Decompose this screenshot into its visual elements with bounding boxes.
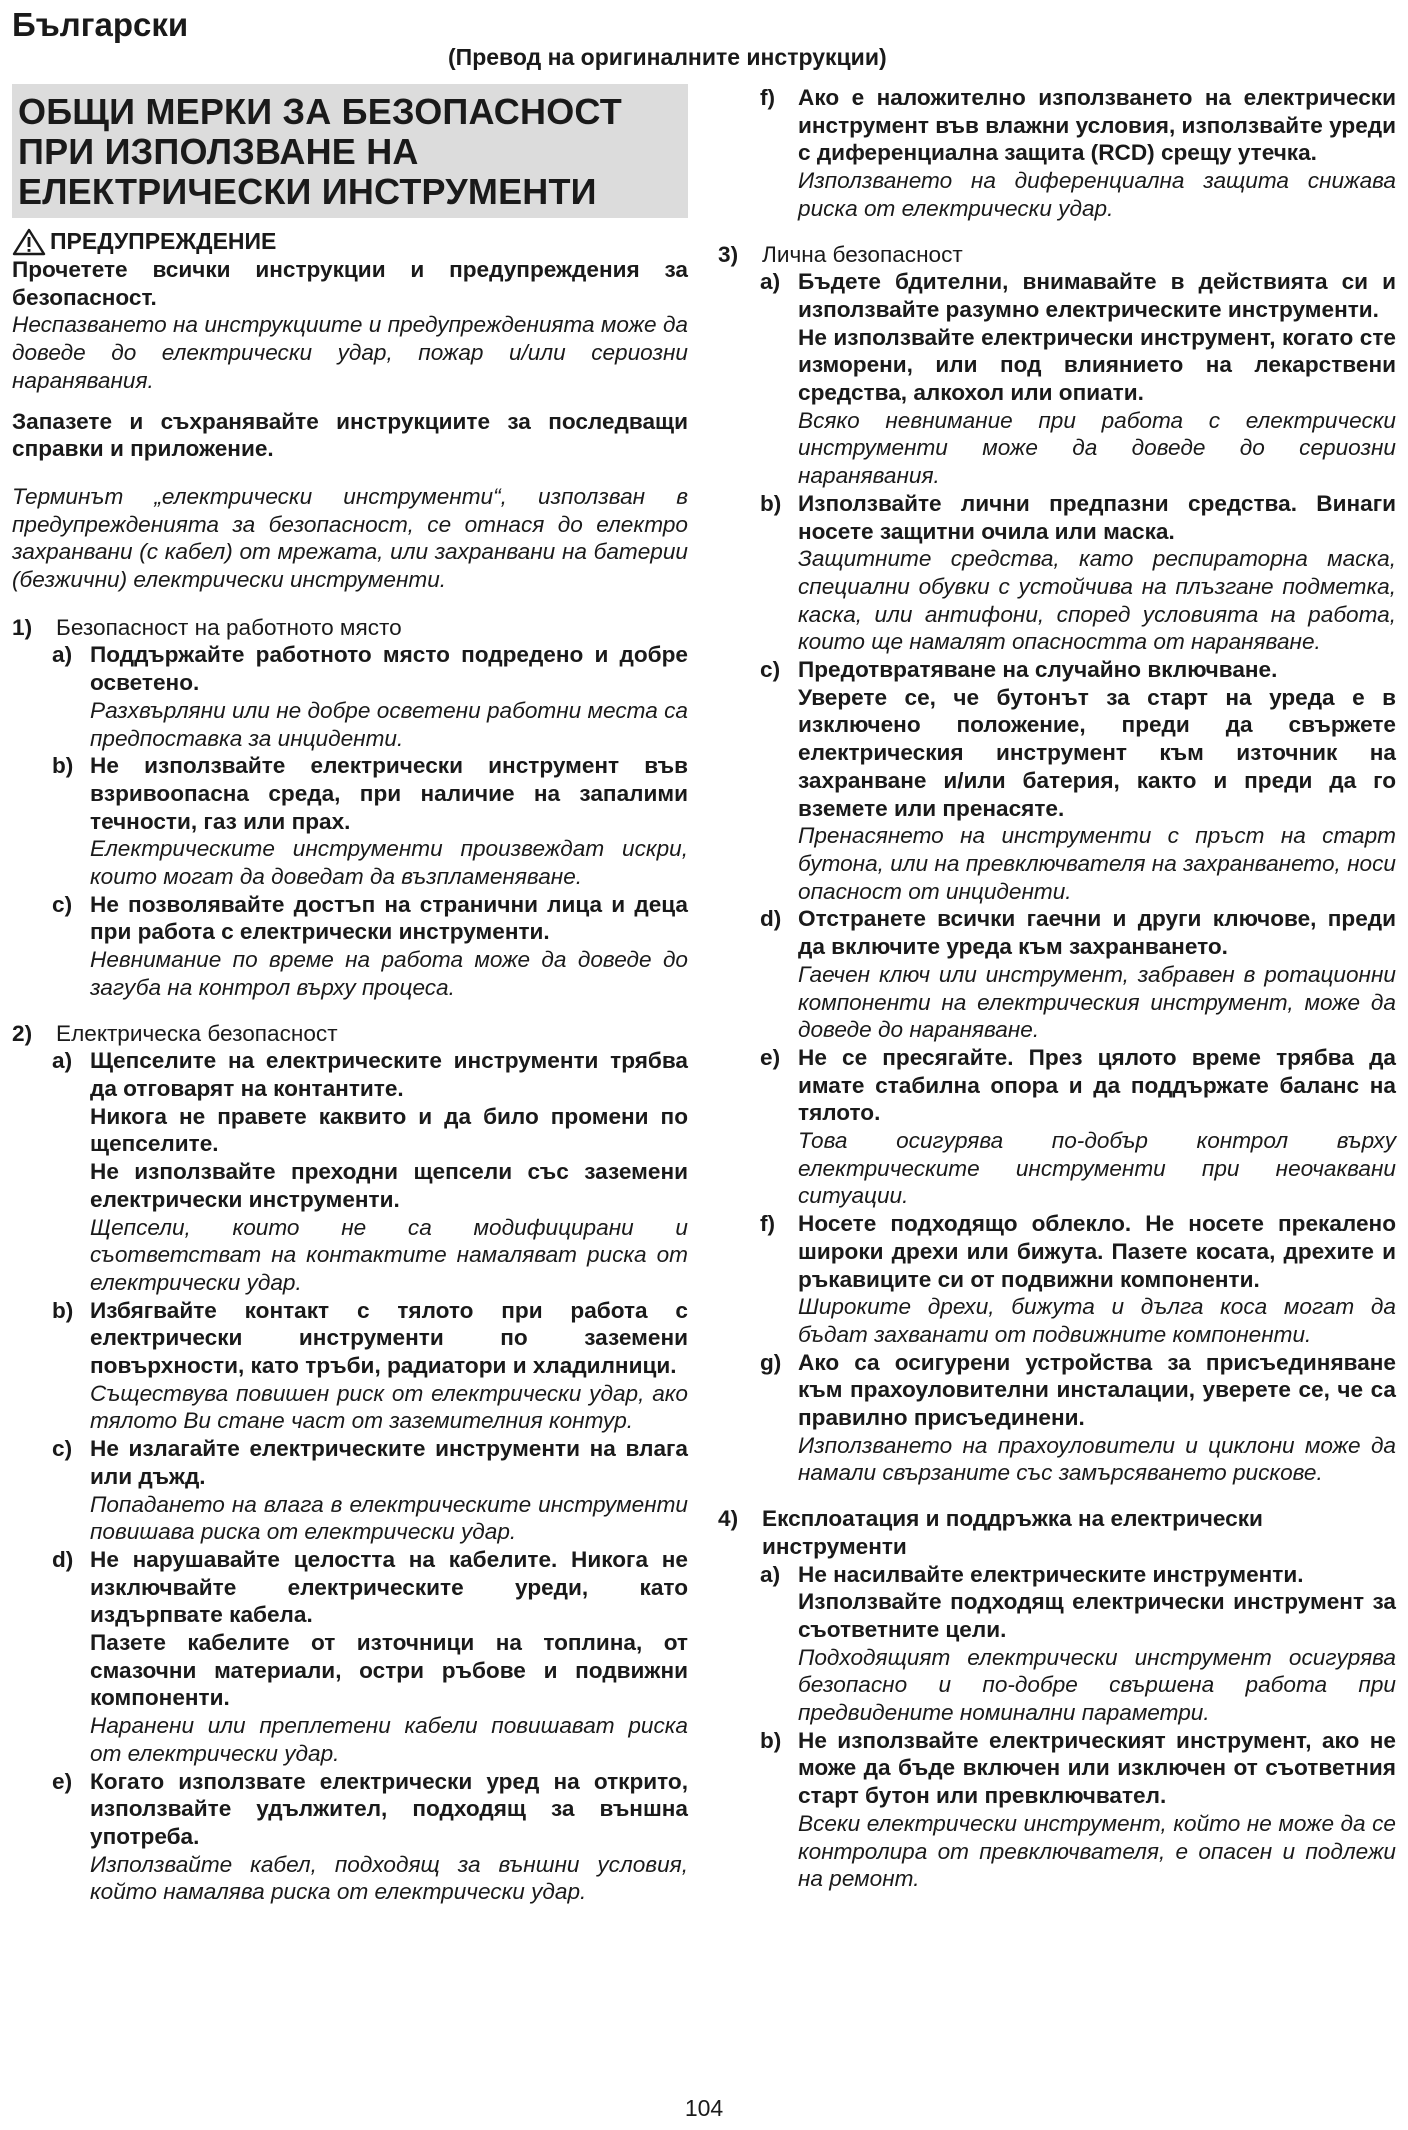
list-item: [718, 84, 1396, 223]
banner-line-1: ОБЩИ МЕРКИ ЗА БЕЗОПАСНОСТ: [18, 91, 622, 132]
list-item: [718, 1727, 1396, 1893]
section-heading: [718, 241, 1396, 269]
banner-line-2: ПРИ ИЗПОЛЗВАНЕ НА: [18, 131, 419, 172]
list-item: [718, 905, 1396, 1044]
item-italic: Защитните средства, като респираторна маска, специални обувки с устойчива на плъзгане подметка, каска, или антифони, според условията на работа, които ще намалят опасността от нараняване.: [798, 546, 1396, 655]
item-bold: Използвайте подходящ електрически инструмент за съответните цели.: [798, 1589, 1396, 1642]
item-bold: Носете подходящо облекло. Не носете прекалено широки дрехи или бижута. Пазете косата, дрехите и ръкавиците си от подвижни компоненти.: [798, 1211, 1396, 1292]
item-italic: Попадането на влага в електрическите инструменти повишава риска от електрически удар.: [90, 1491, 688, 1545]
item-letter: c): [52, 1436, 73, 1462]
list-item: [718, 656, 1396, 905]
list-item: [718, 490, 1396, 656]
item-letter: a): [760, 269, 781, 295]
item-letter: a): [52, 1048, 73, 1074]
list-item: [718, 1561, 1396, 1727]
list-item: [12, 891, 688, 1002]
item-italic: Подходящият електрически инструмент осигурява безопасно и по-добре свършена работа при предвидените номинални параметри.: [798, 1644, 1396, 1726]
item-letter: g): [760, 1349, 782, 1375]
item-italic: Съществува повишен риск от електрически удар, ако тялото Ви стане част от заземителния контур.: [90, 1380, 688, 1434]
item-bold: Когато използвате електрически уред на открито, използвайте удължител, подходящ за външна употреба.: [90, 1768, 688, 1849]
page-number: 104: [684, 2095, 724, 2121]
item-bold: Поддържайте работното място подредено и добре осветено.: [90, 642, 688, 696]
item-italic: Гаечен ключ или инструмент, забравен в ротационни компоненти на електрическия инструмент, може да доведе до нараняване.: [798, 961, 1396, 1043]
item-bold: Бъдете бдителни, внимавайте в действията си и използвайте разумно електрическите инструменти.: [798, 269, 1396, 322]
language-heading: Български: [12, 6, 189, 43]
item-bold: Никога не правете каквито и да било промени по щепселите.: [90, 1103, 688, 1157]
list-item: [12, 752, 688, 891]
warning-bold: Прочетете всички инструкции и предупреждения за безопасност.: [12, 257, 688, 310]
list-item: [718, 1044, 1396, 1210]
section-banner: [12, 84, 688, 218]
item-letter: a): [52, 642, 73, 668]
warning-triangle-icon: [12, 228, 46, 256]
item-bold: Не нарушавайте целостта на кабелите. Никога не изключвайте електрическите уреди, като издърпвате кабела.: [90, 1546, 688, 1628]
translation-note: (Превод на оригиналните инструкции): [448, 44, 887, 70]
item-bold: Пазете кабелите от източници на топлина, от смазочни материали, остри ръбове и подвижни компоненти.: [90, 1630, 688, 1711]
list-item: [12, 1768, 688, 1907]
list-item: [12, 641, 688, 752]
section-title: Безопасност на работното място: [56, 614, 402, 640]
section-title: Лична безопасност: [762, 241, 963, 267]
left-column: [12, 84, 688, 1906]
item-letter: e): [52, 1768, 73, 1794]
item-bold: Уверете се, че бутонът за старт на уреда е в изключено положение, преди да свържете електрическия инструмент към източник на захранване и/или батерия, както и преди да го вземете или пренасяте.: [798, 684, 1396, 821]
section-heading: [12, 614, 688, 642]
list-item: [12, 1297, 688, 1436]
item-letter: c): [52, 891, 73, 917]
list-item: [718, 1349, 1396, 1488]
banner-line-3: ЕЛЕКТРИЧЕСКИ ИНСТРУМЕНТИ: [18, 171, 597, 212]
item-italic: Широките дрехи, бижута и дълга коса могат да бъдат захванати от подвижните компоненти.: [798, 1294, 1396, 1347]
item-italic: Използването на прахоуловители и циклони може да намали свързаните със замърсяването рискове.: [798, 1432, 1396, 1486]
item-letter: f): [760, 1211, 776, 1237]
item-bold: Не използвайте електрическият инструмент, ако не може да бъде включен или изключен от съответния старт бутон или превключвател.: [798, 1727, 1396, 1809]
section-title: Експлоатация и поддръжка на електрически инструменти: [762, 1506, 1263, 1559]
item-bold: Не използвайте електрически инструмент, когато сте изморени, или под влиянието на лекарствени средства, алкохол или опиати.: [798, 324, 1396, 406]
item-italic: Невнимание по време на работа може да доведе до загуба на контрол върху процеса.: [90, 947, 688, 1000]
item-letter: a): [760, 1561, 781, 1587]
section-number: 4): [718, 1506, 739, 1532]
section-number: 3): [718, 241, 739, 267]
item-letter: d): [52, 1546, 74, 1572]
item-bold: Не позволявайте достъп на странични лица и деца при работа с електрически инструменти.: [90, 891, 688, 945]
item-bold: Ако са осигурени устройства за присъединяване към прахоуловителни инсталации, уверете се, че са правилно присъединени.: [798, 1349, 1396, 1431]
item-letter: d): [760, 906, 782, 932]
item-italic: Това осигурява по-добър контрол върху електрическите инструменти при неочаквани ситуации.: [798, 1128, 1396, 1209]
item-letter: b): [52, 1297, 74, 1323]
item-bold: Не използвайте електрически инструмент във взривоопасна среда, при наличие на запалими течности, газ или прах.: [90, 753, 688, 834]
warning-heading: [12, 228, 688, 256]
item-bold: Ако е наложително използването на електрически инструмент във влажни условия, използвайте уреди с диференциална защита (RCD) срещу утечка.: [798, 85, 1396, 166]
section-title: Електрическа безопасност: [56, 1020, 338, 1046]
section-number: 1): [12, 614, 33, 640]
list-item: [12, 1546, 688, 1768]
section-heading: [12, 1020, 688, 1048]
item-italic: Електрическите инструменти произвеждат искри, които могат да доведат да възпламеняване.: [90, 836, 688, 890]
list-item: [718, 1210, 1396, 1349]
list-item: [718, 268, 1396, 490]
item-bold: Използвайте лични предпазни средства. Винаги носете защитни очила или маска.: [798, 490, 1396, 544]
item-italic: Всяко невнимание при работа с електрически инструменти може да доведе до сериозни наранявания.: [798, 407, 1396, 489]
warning-italic: Неспазването на инструкциите и предупрежденията може да доведе до електрически удар, пожар и/или сериозни наранявания.: [12, 312, 688, 393]
item-bold: Предотвратяване на случайно включване.: [798, 657, 1278, 683]
item-letter: b): [52, 753, 74, 779]
item-letter: b): [760, 1727, 782, 1753]
section-number: 2): [12, 1020, 33, 1046]
item-bold: Не използвайте преходни щепсели със заземени електрически инструменти.: [90, 1159, 688, 1212]
item-bold: Не излагайте електрическите инструменти на влага или дъжд.: [90, 1436, 688, 1489]
item-bold: Не насилвайте електрическите инструменти.: [798, 1561, 1304, 1587]
right-column: [718, 84, 1396, 1893]
item-italic: Разхвърляни или не добре осветени работни места са предпоставка за инциденти.: [90, 697, 688, 751]
item-italic: Наранени или преплетени кабели повишават риска от електрически удар.: [90, 1713, 688, 1766]
item-letter: b): [760, 490, 782, 516]
item-italic: Всеки електрически инструмент, който не може да се контролира от превключвателя, е опасен и подлежи на ремонт.: [798, 1810, 1396, 1892]
item-bold: Отстранете всички гаечни и други ключове, преди да включите уреда към захранването.: [798, 906, 1396, 960]
list-item: [12, 1435, 688, 1546]
item-italic: Използването на диференциална защита снижава риска от електрически удар.: [798, 168, 1396, 221]
item-letter: c): [760, 657, 781, 683]
item-italic: Използвайте кабел, подходящ за външни условия, който намалява риска от електрически удар.: [90, 1851, 688, 1905]
item-bold: Щепселите на електрическите инструменти трябва да отговарят на контантите.: [90, 1048, 688, 1101]
item-italic: Пренасянето на инструменти с пръст на старт бутона, или на превключвателя на захранването, носи опасност от инциденти.: [798, 823, 1396, 904]
list-item: [12, 1047, 688, 1296]
item-italic: Щепсели, които не са модифицирани и съответстват на контактите намаляват риска от електрически удар.: [90, 1214, 688, 1295]
section-heading: [718, 1505, 1396, 1560]
item-bold: Не се пресягайте. През цялото време трябва да имате стабилна опора и да поддържате баланс на тялото.: [798, 1044, 1396, 1126]
item-letter: e): [760, 1044, 781, 1070]
term-note: Терминът „електрически инструменти“, използван в предупрежденията за безопасност, се отнася до електро захранвани (с кабел) от мрежата, или захранвани на батерии (безжични) електрически инструменти.: [12, 483, 688, 593]
warning-title: ПРЕДУПРЕЖДЕНИЕ: [50, 228, 277, 255]
item-bold: Избягвайте контакт с тялото при работа с електрически инструменти по заземени повърхности, като тръби, радиатори и хладилници.: [90, 1297, 688, 1379]
item-letter: f): [760, 85, 776, 110]
keep-instructions: Запазете и съхранявайте инструкциите за последващи справки и приложение.: [12, 408, 688, 462]
